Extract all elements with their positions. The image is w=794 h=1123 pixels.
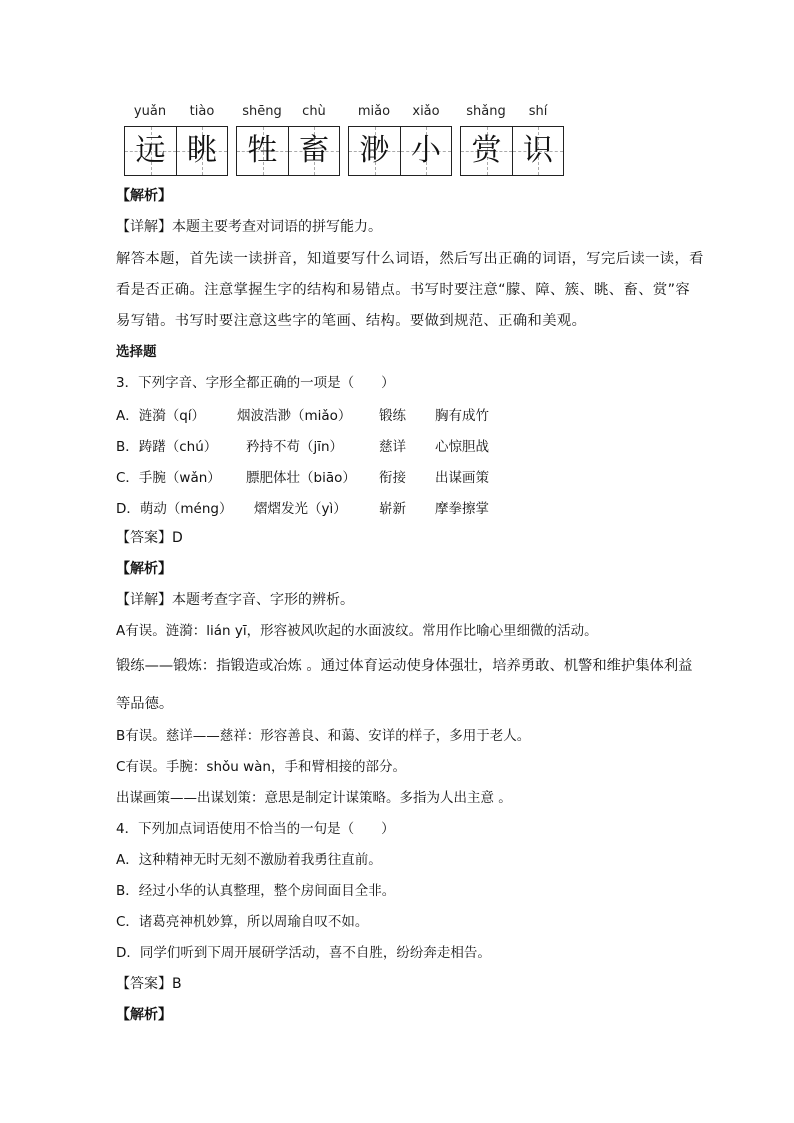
- explanation-line: 等品德。: [116, 696, 174, 712]
- explanation-line: C有误。手腕：shǒu wàn，手和臂相接的部分。: [116, 759, 406, 775]
- option-word: 衔接: [379, 470, 406, 486]
- paragraph-line: 解答本题，首先读一读拼音，知道要写什么词语，然后写出正确的词语，写完后读一读，看: [116, 251, 704, 267]
- pinyin: shǎng: [466, 104, 506, 119]
- hanzi: 畜: [299, 133, 329, 168]
- option-word: 摩拳擦掌: [435, 501, 489, 517]
- answer-label: 【答案】D: [116, 530, 183, 546]
- hanzi: 渺: [359, 133, 390, 168]
- option-line: A．这种精神无时无刻不激励着我勇往直前。: [116, 852, 382, 868]
- option-word: 膘肥体壮（biāo）: [246, 470, 356, 486]
- option-word: B．踌躇（chú）: [116, 439, 218, 455]
- word-box-3: [348, 104, 452, 174]
- analysis-label: 【解析】: [116, 188, 172, 204]
- explanation-line: B有误。慈详——慈祥：形容善良、和蔼、安详的样子，多用于老人。: [116, 728, 531, 744]
- explanation-line: 锻练——锻炼：指锻造或冶炼 。通过体育运动使身体强壮，培养勇敢、机警和维护集体利益: [116, 658, 693, 674]
- option-word: 崭新: [379, 501, 406, 517]
- option-word: C．手腕（wǎn）: [116, 470, 221, 486]
- pinyin: shí: [528, 104, 548, 119]
- hanzi: 远: [135, 133, 166, 168]
- option-line: D．同学们听到下周开展研学活动，喜不自胜，纷纷奔走相告。: [116, 945, 491, 961]
- hanzi: 眺: [187, 133, 217, 168]
- detail-text: 【详解】本题主要考查对词语的拼写能力。: [116, 219, 382, 235]
- pinyin-word-boxes: [124, 104, 584, 174]
- word-box-4: [460, 104, 564, 174]
- word-box-2: [236, 104, 340, 174]
- answer-label: 【答案】B: [116, 976, 182, 992]
- option-line: C．诸葛亮神机妙算，所以周瑜自叹不如。: [116, 914, 369, 930]
- hanzi: 识: [523, 133, 553, 168]
- option-line: B．经过小华的认真整理，整个房间面目全非。: [116, 883, 396, 899]
- hanzi: 牲: [247, 133, 278, 168]
- explanation-line: A有误。涟漪：lián yī，形容被风吹起的水面波纹。常用作比喻心里细微的活动。: [116, 623, 598, 639]
- option-word: 熠熠发光（yì）: [254, 501, 347, 517]
- word-box-1: [124, 104, 228, 174]
- option-word: D．萌动（méng）: [116, 501, 233, 517]
- option-word: 矜持不苟（jīn）: [246, 439, 344, 455]
- pinyin: xiǎo: [412, 104, 440, 119]
- question-stem: 3．下列字音、字形全都正确的一项是（ ）: [116, 375, 395, 391]
- explanation-line: 出谋画策——出谋划策：意思是制定计谋策略。多指为人出主意 。: [116, 790, 512, 806]
- pinyin: chù: [302, 104, 326, 119]
- option-word: 胸有成竹: [435, 408, 489, 424]
- section-title: 选择题: [116, 344, 157, 360]
- option-word: 心惊胆战: [435, 439, 489, 455]
- option-word: 锻练: [379, 408, 406, 424]
- option-word: A．涟漪（qí）: [116, 408, 206, 424]
- pinyin: miǎo: [357, 104, 391, 119]
- hanzi: 赏: [471, 133, 502, 168]
- option-word: 烟波浩渺（miǎo）: [237, 408, 352, 424]
- hanzi: 小: [411, 133, 441, 168]
- analysis-label: 【解析】: [116, 561, 172, 577]
- pinyin: shēng: [242, 104, 282, 119]
- option-word: 出谋画策: [435, 470, 489, 486]
- analysis-label: 【解析】: [116, 1007, 172, 1023]
- option-word: 慈详: [379, 439, 406, 455]
- question-stem: 4．下列加点词语使用不恰当的一句是（ ）: [116, 821, 395, 837]
- pinyin: yuǎn: [133, 104, 167, 119]
- paragraph-line: 看是否正确。注意掌握生字的结构和易错点。书写时要注意“朦、障、簇、眺、畜、赏”容: [116, 282, 691, 298]
- paragraph-line: 易写错。书写时要注意这些字的笔画、结构。要做到规范、正确和美观。: [116, 313, 587, 329]
- pinyin: tiào: [189, 104, 215, 119]
- detail-text: 【详解】本题考查字音、字形的辨析。: [116, 592, 354, 608]
